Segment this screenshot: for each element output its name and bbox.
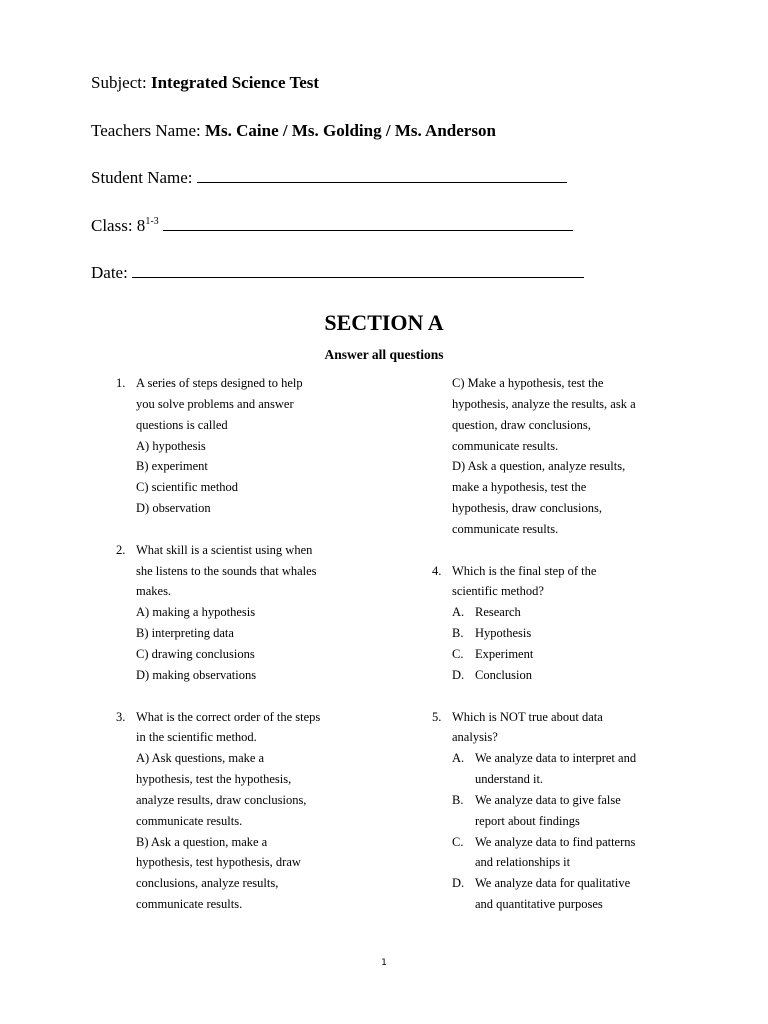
- question-3-option-a: communicate results.: [136, 813, 243, 828]
- section-subtitle: Answer all questions: [324, 347, 444, 362]
- section-title: SECTION A: [324, 310, 444, 335]
- question-2-line: [116, 540, 320, 561]
- option-letter: A.: [452, 751, 465, 766]
- question-2-option-b: B) interpreting data: [136, 626, 234, 641]
- question-1-option-a: A) hypothesis: [136, 438, 206, 453]
- option-letter: A.: [452, 605, 465, 620]
- question-1-text: A series of steps designed to help: [136, 376, 303, 390]
- date-blank[interactable]: [132, 263, 584, 278]
- question-2-text: What skill is a scientist using when: [136, 542, 313, 557]
- question-1-number: 1.: [116, 376, 126, 390]
- question-4-option-a: [452, 602, 636, 623]
- teacher-line: [91, 121, 496, 141]
- question-3-option-b: B) Ask a question, make a: [136, 834, 268, 849]
- question-1-line: questions is called: [136, 417, 228, 432]
- right-column: [432, 373, 637, 915]
- question-2-line: makes.: [136, 584, 172, 599]
- question-5-option-d: [452, 873, 636, 894]
- question-5-line: [432, 707, 636, 728]
- question-5-option-d-cont: and quantitative purposes: [475, 897, 603, 912]
- question-5-option-a-cont: understand it.: [475, 772, 544, 787]
- question-3-option-d: communicate results.: [452, 521, 559, 536]
- question-1-option-c: C) scientific method: [136, 480, 239, 495]
- student-name-line: [91, 168, 567, 188]
- question-3-line: in the scientific method.: [136, 730, 257, 745]
- question-5-option-c-cont: and relationships it: [475, 855, 571, 870]
- question-2-number: 2.: [116, 542, 126, 557]
- question-3-option-a: hypothesis, test the hypothesis,: [136, 772, 292, 787]
- question-3-option-a: analyze results, draw conclusions,: [136, 792, 307, 807]
- option-letter: B.: [452, 792, 464, 807]
- question-5-number: 5.: [432, 709, 442, 724]
- option-text: We analyze data to give false: [475, 792, 621, 807]
- question-1-option-d: D) observation: [136, 501, 211, 516]
- question-3-option-c: question, draw conclusions,: [452, 417, 591, 432]
- question-4-option-c: [452, 644, 636, 665]
- question-3-option-b: conclusions, analyze results,: [136, 876, 279, 891]
- option-letter: B.: [452, 626, 464, 641]
- question-5-option-b: [452, 790, 636, 811]
- option-text: We analyze data to find patterns: [475, 834, 636, 849]
- question-5-option-b-cont: report about findings: [475, 813, 580, 828]
- question-2-option-a: A) making a hypothesis: [136, 605, 256, 620]
- question-3-number: 3.: [116, 709, 126, 724]
- option-text: We analyze data to interpret and: [475, 751, 637, 766]
- teacher-label: Teachers Name:: [91, 121, 201, 140]
- subject-value: Integrated Science Test: [150, 73, 320, 92]
- option-letter: D.: [452, 667, 465, 682]
- subject-label: Subject:: [91, 73, 147, 92]
- question-4-line: scientific method?: [452, 584, 544, 599]
- question-5-option-a: [452, 748, 636, 769]
- question-5-text: Which is NOT true about data: [452, 709, 603, 724]
- question-2-option-c: C) drawing conclusions: [136, 646, 255, 661]
- question-5-line: analysis?: [452, 730, 498, 745]
- question-3-option-a: A) Ask questions, make a: [136, 751, 265, 766]
- question-1-line: [116, 373, 320, 394]
- question-5-option-c: [452, 832, 636, 853]
- page-number: 1: [381, 958, 387, 968]
- question-4-text: Which is the final step of the: [452, 563, 597, 578]
- question-4-line: [432, 561, 636, 582]
- question-3-option-c: C) Make a hypothesis, test the: [452, 376, 604, 390]
- question-3-option-b: communicate results.: [136, 897, 243, 912]
- student-name-blank[interactable]: [197, 168, 567, 183]
- question-1-option-b: B) experiment: [136, 459, 208, 474]
- class-line: [91, 216, 573, 236]
- class-superscript: 1-3: [145, 216, 159, 227]
- subject-line: [91, 73, 319, 93]
- question-3-text: What is the correct order of the steps: [136, 709, 321, 724]
- option-text: Hypothesis: [475, 626, 532, 641]
- option-text: Research: [475, 605, 521, 620]
- teacher-value: Ms. Caine / Ms. Golding / Ms. Anderson: [204, 121, 496, 140]
- question-1-line: you solve problems and answer: [136, 396, 294, 411]
- option-text: We analyze data for qualitative: [475, 876, 631, 891]
- class-label: Class: 8: [91, 216, 146, 235]
- class-blank[interactable]: [163, 216, 573, 231]
- date-label: Date:: [91, 263, 128, 282]
- option-letter: D.: [452, 876, 465, 891]
- question-4-option-b: [452, 623, 636, 644]
- question-3-option-d: D) Ask a question, analyze results,: [452, 459, 626, 474]
- question-3-line: [116, 707, 321, 728]
- question-3-option-c: communicate results.: [452, 438, 559, 453]
- question-3-option-d: make a hypothesis, test the: [452, 480, 587, 495]
- question-4-option-d: [452, 665, 636, 686]
- option-text: Conclusion: [475, 667, 532, 682]
- option-letter: C.: [452, 834, 464, 849]
- option-letter: C.: [452, 646, 464, 661]
- question-2-option-d: D) making observations: [136, 667, 257, 682]
- question-2-line: she listens to the sounds that whales: [136, 563, 317, 578]
- question-4-number: 4.: [432, 563, 442, 578]
- question-3-option-c: hypothesis, analyze the results, ask a: [452, 396, 636, 411]
- question-3-option-b: hypothesis, test hypothesis, draw: [136, 855, 301, 870]
- question-3-option-d: hypothesis, draw conclusions,: [452, 501, 602, 516]
- option-text: Experiment: [475, 646, 534, 661]
- date-line: [91, 263, 584, 283]
- student-name-label: Student Name:: [91, 168, 193, 187]
- left-column: [116, 373, 321, 915]
